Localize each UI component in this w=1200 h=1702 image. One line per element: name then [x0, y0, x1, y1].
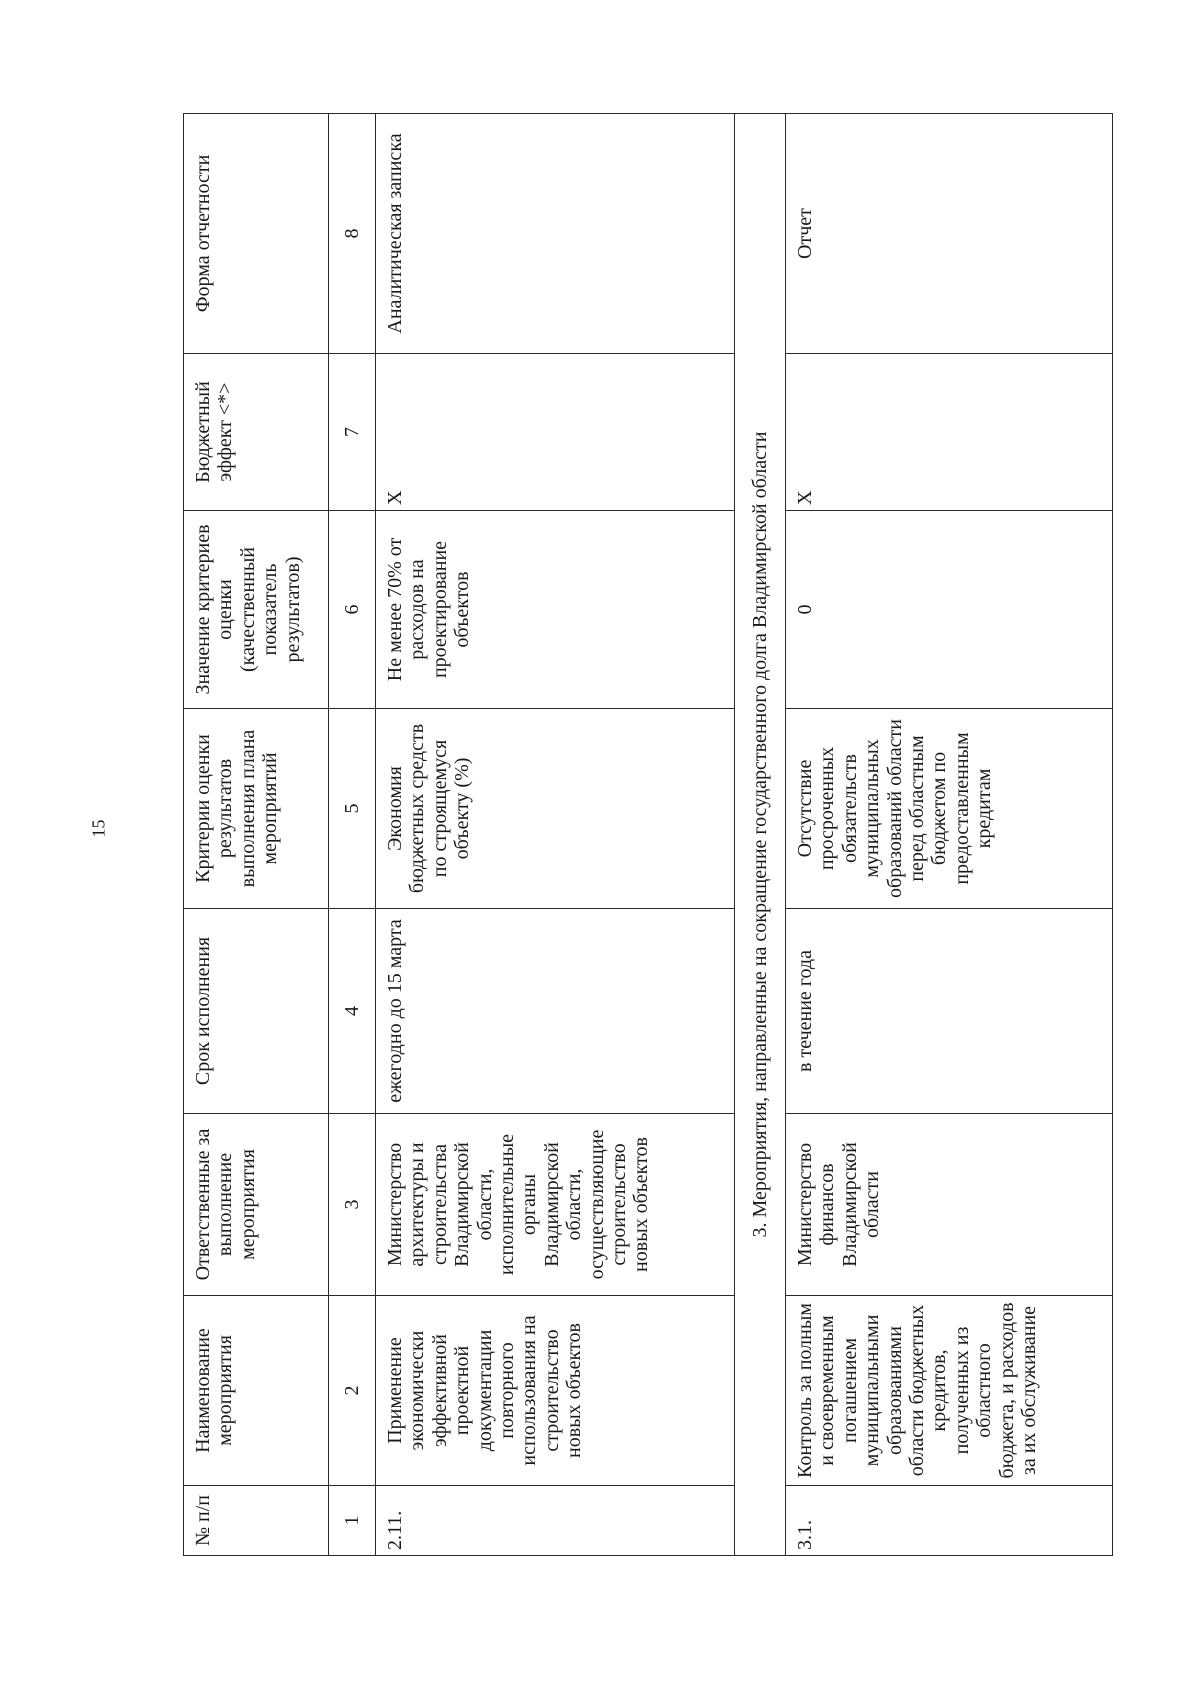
- header-cell-responsible: Ответственные за выполнение мероприятия: [184, 1114, 329, 1296]
- header-cell-number: № п/п: [184, 1486, 329, 1556]
- table-row: [376, 114, 735, 1556]
- budget-effect-cell: X: [376, 354, 735, 511]
- column-number-cell: 8: [329, 114, 376, 354]
- responsible-cell: Министерство финансов Владимирской области: [786, 1114, 1113, 1296]
- header-cell-criteria: Критерии оценки результатов выполнения плана мероприятий: [184, 709, 329, 909]
- column-number-cell: 5: [329, 709, 376, 909]
- criteria-value-cell: 0: [786, 511, 1113, 709]
- budget-effect-cell: X: [786, 354, 1113, 511]
- row-number-cell: 2.11.: [376, 1486, 735, 1556]
- header-cell-report-form: Форма отчетности: [184, 114, 329, 354]
- criteria-cell: Экономия бюджетных средств по строящемуся объекту (%): [376, 709, 735, 909]
- header-cell-deadline: Срок исполнения: [184, 909, 329, 1114]
- measures-table: [183, 113, 1113, 1556]
- column-number-cell: 6: [329, 511, 376, 709]
- header-cell-criteria-value: Значение критериев оценки (качественный показатель результатов): [184, 511, 329, 709]
- column-number-row: [329, 114, 376, 1556]
- report-form-cell: Аналитическая записка: [376, 114, 735, 354]
- column-number-cell: 2: [329, 1296, 376, 1486]
- table-row: [786, 114, 1113, 1556]
- measure-name-cell: Контроль за полным и своевременным погашением муниципальными образованиями области бюджетных кредитов, полученных из областного бюджета, и расходов за их обслуживание: [786, 1296, 1113, 1486]
- measure-name-cell: Применение экономически эффективной проектной документации повторного использования на строительство новых объектов: [376, 1296, 735, 1486]
- section-header-row: [735, 114, 786, 1556]
- report-form-cell: Отчет: [786, 114, 1113, 354]
- section-title: 3. Мероприятия, направленные на сокращение государственного долга Владимирской области: [735, 114, 786, 1556]
- column-number-cell: 7: [329, 354, 376, 511]
- column-number-cell: 4: [329, 909, 376, 1114]
- deadline-cell: в течение года: [786, 909, 1113, 1114]
- header-row: [184, 114, 329, 1556]
- rotated-table-container: [183, 114, 1113, 1556]
- criteria-cell: Отсутствие просроченных обязательств муниципальных образований области перед областным бюджетом по предоставленным кредитам: [786, 709, 1113, 909]
- header-cell-budget-effect: Бюджетный эффект <*>: [184, 354, 329, 511]
- column-number-cell: 3: [329, 1114, 376, 1296]
- criteria-value-cell: Не менее 70% от расходов на проектирование объектов: [376, 511, 735, 709]
- header-cell-name: Наименование мероприятия: [184, 1296, 329, 1486]
- column-number-cell: 1: [329, 1486, 376, 1556]
- responsible-cell: Министерство архитектуры и строительства Владимирской области, исполнительные органы Владимирской области, осуществляющие строительство новых объектов: [376, 1114, 735, 1296]
- page-number: 15: [88, 819, 109, 838]
- deadline-cell: ежегодно до 15 марта: [376, 909, 735, 1114]
- row-number-cell: 3.1.: [786, 1486, 1113, 1556]
